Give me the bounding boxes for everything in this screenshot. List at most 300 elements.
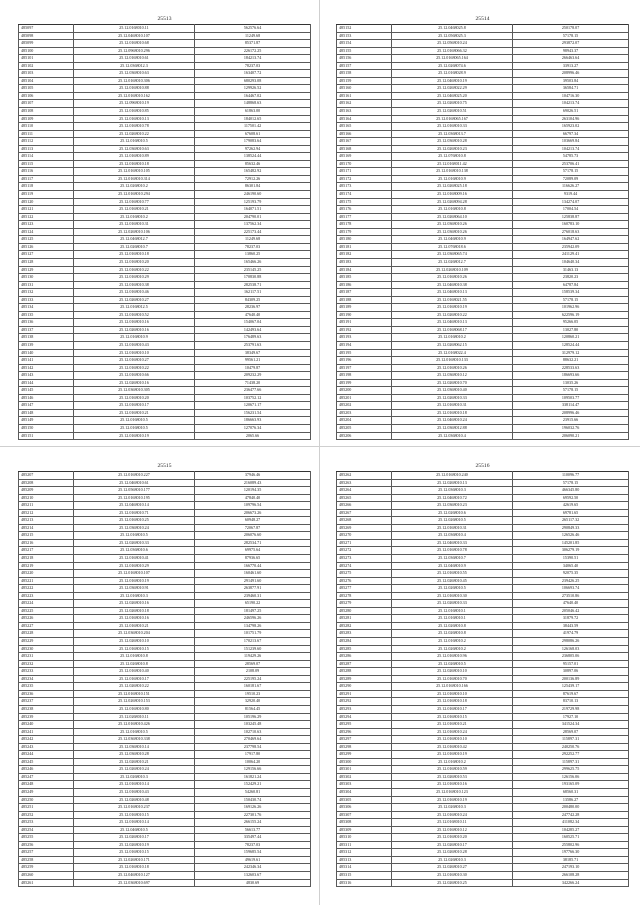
row-id-cell: 485315 [337, 871, 392, 879]
code-cell: 25.12.0168010.16 [391, 781, 512, 789]
value-cell: 196032.76 [513, 424, 629, 432]
code-cell: 25.12.0168010.85 [73, 108, 194, 116]
code-cell: 25.12.0368010.4 [391, 432, 512, 440]
page-title: 25514 [475, 16, 490, 22]
code-cell: 25.12.0168010.11 [391, 819, 512, 827]
code-cell: 25.12.0168010.107 [73, 570, 194, 578]
code-cell: 25.12.0168010.17 [391, 705, 512, 713]
code-cell: 25.12.0168012.5 [73, 304, 194, 312]
table-row [337, 668, 629, 676]
code-cell: 25.12.0268010.16 [73, 326, 194, 334]
row-id-cell: 485123 [19, 221, 74, 229]
table-row [19, 524, 311, 532]
value-cell: 184012.65 [195, 115, 311, 123]
row-id-cell: 485274 [337, 562, 392, 570]
table-row [19, 879, 311, 887]
code-cell: 25.12.0268010.8 [391, 622, 512, 630]
table-row [19, 221, 311, 229]
row-id-cell: 485215 [19, 532, 74, 540]
value-cell: 145201.85 [513, 539, 629, 547]
row-id-cell: 485120 [19, 198, 74, 206]
row-id-cell: 485196 [337, 357, 392, 365]
code-cell: 25.12.0268064.10 [391, 213, 512, 221]
data-table [336, 24, 629, 440]
code-cell: 25.12.0368010.338 [73, 736, 194, 744]
code-cell: 25.12.0968010.296 [73, 47, 194, 55]
value-cell: 181497.25 [195, 607, 311, 615]
code-cell: 25.12.0268010.3 [391, 856, 512, 864]
table-row [337, 841, 629, 849]
value-cell: 225173.44 [195, 228, 311, 236]
code-cell: 25.12.0168010.5 [73, 532, 194, 540]
table-row [19, 183, 311, 191]
value-cell: 265117.32 [513, 517, 629, 525]
code-cell: 25.12.0168010.33 [391, 123, 512, 131]
table-row [19, 92, 311, 100]
page-title: 25516 [475, 463, 490, 469]
code-cell: 25.12.0168022.4 [391, 349, 512, 357]
code-cell: 25.12.0168010.2 [391, 638, 512, 646]
code-cell: 25.12.0168010.2 [391, 758, 512, 766]
value-cell: 338114.47 [513, 402, 629, 410]
code-cell: 25.12.0768018.6 [391, 243, 512, 251]
code-cell: 25.12.0268010.27 [73, 296, 194, 304]
row-id-cell: 485270 [337, 532, 392, 540]
code-cell: 25.12.0168010.61 [73, 55, 194, 63]
value-cell: 148868.63 [195, 100, 311, 108]
value-cell: 78237.03 [195, 841, 311, 849]
value-cell: 125439.17 [513, 683, 629, 691]
row-id-cell: 485166 [337, 130, 392, 138]
value-cell: 125838.87 [513, 213, 629, 221]
value-cell: 57178.15 [513, 32, 629, 40]
row-id-cell: 485272 [337, 547, 392, 555]
value-cell: 102710.63 [195, 728, 311, 736]
row-id-cell: 485289 [337, 675, 392, 683]
code-cell: 25.12.0168010.29 [73, 274, 194, 282]
code-cell: 25.12.0168010.426 [73, 721, 194, 729]
table-row [19, 804, 311, 812]
value-cell: 270469.64 [195, 736, 311, 744]
row-id-cell: 485099 [19, 40, 74, 48]
code-cell: 25.12.0168010.66 [73, 372, 194, 380]
page-title: 25513 [157, 16, 172, 22]
value-cell: 109503.77 [513, 394, 629, 402]
code-cell: 25.12.0268010.10 [73, 638, 194, 646]
code-cell: 25.12.0268010.21 [73, 758, 194, 766]
table-row [19, 160, 311, 168]
code-cell: 25.12.0368010.26 [391, 221, 512, 229]
table-row [19, 562, 311, 570]
table-row [337, 341, 629, 349]
code-cell: 25.12.0168068.17 [391, 326, 512, 334]
value-cell: 103752.12 [195, 394, 311, 402]
table-row [337, 281, 629, 289]
row-id-cell: 485149 [19, 417, 74, 425]
code-cell: 25.12.0168010.19 [73, 577, 194, 585]
table-row [19, 487, 311, 495]
table-row [337, 334, 629, 342]
table-row [337, 690, 629, 698]
value-cell: 200136.89 [513, 675, 629, 683]
table-row [19, 387, 311, 395]
row-id-cell: 485230 [19, 645, 74, 653]
code-cell: 25.12.0168010.26 [391, 274, 512, 282]
value-cell: 17927.10 [513, 713, 629, 721]
code-cell: 25.12.0268010.7 [73, 243, 194, 251]
table-row [19, 62, 311, 70]
value-cell: 104213.74 [513, 100, 629, 108]
code-cell: 25.12.0168010.20 [73, 258, 194, 266]
row-id-cell: 485264 [337, 487, 392, 495]
table-row [19, 319, 311, 327]
code-cell: 25.12.0268010.22 [73, 130, 194, 138]
row-id-cell: 485193 [337, 334, 392, 342]
value-cell: 36584.71 [513, 85, 629, 93]
row-id-cell: 485143 [19, 372, 74, 380]
row-id-cell: 485103 [19, 70, 74, 78]
value-cell: 28569.07 [513, 728, 629, 736]
code-cell: 25.12.0268010.48 [73, 796, 194, 804]
code-cell: 25.12.0168010.52 [73, 311, 194, 319]
row-id-cell: 485220 [19, 570, 74, 578]
code-cell: 25.12.0268010.2 [391, 645, 512, 653]
table-row [337, 638, 629, 646]
code-cell: 25.12.0168010.151 [73, 690, 194, 698]
row-id-cell: 485211 [19, 502, 74, 510]
row-id-cell: 485190 [337, 311, 392, 319]
code-cell: 25.12.0168010.21 [391, 721, 512, 729]
row-id-cell: 485302 [337, 773, 392, 781]
row-id-cell: 485152 [337, 25, 392, 33]
table-row [19, 660, 311, 668]
row-id-cell: 485164 [337, 115, 392, 123]
row-id-cell: 485278 [337, 592, 392, 600]
row-id-cell: 485243 [19, 743, 74, 751]
table-row [337, 221, 629, 229]
code-cell: 25.12.0168010.2 [391, 334, 512, 342]
row-id-cell: 485130 [19, 274, 74, 282]
row-id-cell: 485105 [19, 85, 74, 93]
row-id-cell: 485101 [19, 55, 74, 63]
code-cell: 25.12.0468025.20 [391, 92, 512, 100]
code-cell: 25.12.0268022.29 [391, 85, 512, 93]
table-row [19, 311, 311, 319]
row-id-cell: 485291 [337, 690, 392, 698]
table-row [19, 191, 311, 199]
table-row [19, 251, 311, 259]
table-row [19, 326, 311, 334]
row-id-cell: 485313 [337, 856, 392, 864]
table-row [19, 570, 311, 578]
value-cell: 163407.72 [195, 70, 311, 78]
table-row [19, 334, 311, 342]
value-cell: 151239.60 [195, 645, 311, 653]
code-cell: 25.12.0368010.28 [391, 138, 512, 146]
value-cell: 31463.13 [513, 266, 629, 274]
value-cell: 38349.67 [195, 349, 311, 357]
code-cell: 25.12.0168010.5 [73, 138, 194, 146]
row-id-cell: 485290 [337, 683, 392, 691]
table-row [19, 766, 311, 774]
code-cell: 25.12.0568010.177 [73, 487, 194, 495]
code-cell: 25.12.0168010.29 [73, 562, 194, 570]
code-cell: 25.12.0468010.9 [391, 562, 512, 570]
code-cell: 25.12.0268010.33 [391, 600, 512, 608]
table-row [337, 153, 629, 161]
value-cell: 99561.21 [195, 357, 311, 365]
value-cell: 125193.79 [195, 198, 311, 206]
table-row [19, 40, 311, 48]
code-cell: 25.12.0268010.109 [391, 266, 512, 274]
table-row [19, 409, 311, 417]
row-id-cell: 485177 [337, 213, 392, 221]
code-cell: 25.12.0268010.153 [73, 698, 194, 706]
table-row [337, 387, 629, 395]
row-id-cell: 485282 [337, 622, 392, 630]
row-id-cell: 485106 [19, 92, 74, 100]
value-cell: 235942.09 [513, 243, 629, 251]
code-cell: 25.12.0168010.166 [391, 683, 512, 691]
row-id-cell: 485137 [19, 326, 74, 334]
row-id-cell: 485116 [19, 168, 74, 176]
code-cell: 25.12.0268010.10 [391, 668, 512, 676]
value-cell: 246596.26 [195, 615, 311, 623]
code-cell: 25.12.0368010.697 [73, 879, 194, 887]
row-id-cell: 485146 [19, 394, 74, 402]
row-id-cell: 485114 [19, 153, 74, 161]
row-id-cell: 485256 [19, 841, 74, 849]
data-table [336, 471, 629, 887]
table-row [337, 62, 629, 70]
value-cell: 164467.02 [195, 92, 311, 100]
value-cell: 49619.61 [195, 856, 311, 864]
table-row [19, 819, 311, 827]
code-cell: 25.12.0268010.33 [73, 539, 194, 547]
row-id-cell: 485102 [19, 62, 74, 70]
row-id-cell: 485199 [337, 379, 392, 387]
code-cell: 25.12.0268010.24 [73, 766, 194, 774]
row-id-cell: 485119 [19, 191, 74, 199]
value-cell: 30897.06 [513, 668, 629, 676]
value-cell: 680293.08 [195, 77, 311, 85]
row-id-cell: 485221 [19, 577, 74, 585]
table-row [337, 645, 629, 653]
table-row [337, 357, 629, 365]
code-cell: 25.12.0168010.18 [391, 698, 512, 706]
page-25513 [18, 15, 311, 440]
table-row [337, 683, 629, 691]
value-cell: 4830.69 [195, 879, 311, 887]
table-row [337, 138, 629, 146]
code-cell: 25.12.0268010.2 [73, 183, 194, 191]
row-id-cell: 485136 [19, 319, 74, 327]
value-cell: 23820.23 [513, 274, 629, 282]
table-row [337, 402, 629, 410]
row-id-cell: 485283 [337, 630, 392, 638]
value-cell: 17004.54 [513, 206, 629, 214]
row-id-cell: 485293 [337, 705, 392, 713]
row-id-cell: 485258 [19, 856, 74, 864]
table-row [19, 243, 311, 251]
code-cell: 25.12.0168010.195 [73, 494, 194, 502]
code-cell: 25.12.0268094.28 [391, 198, 512, 206]
row-id-cell: 485158 [337, 70, 392, 78]
row-id-cell: 485155 [337, 47, 392, 55]
code-cell: 25.12.0168010.18 [391, 409, 512, 417]
value-cell: 186693.66 [513, 372, 629, 380]
value-cell: 28236.97 [195, 304, 311, 312]
code-cell: 25.12.0168010.240 [391, 472, 512, 480]
value-cell: 129156.66 [195, 766, 311, 774]
row-id-cell: 485245 [19, 758, 74, 766]
value-cell: 170830.88 [195, 274, 311, 282]
value-cell: 165923.02 [513, 123, 629, 131]
row-id-cell: 485138 [19, 334, 74, 342]
row-id-cell: 485249 [19, 788, 74, 796]
value-cell: 97262.94 [195, 145, 311, 153]
table-row [337, 766, 629, 774]
row-id-cell: 485271 [337, 539, 392, 547]
code-cell: 25.12.0368010.63 [73, 145, 194, 153]
row-id-cell: 485219 [19, 562, 74, 570]
row-id-cell: 485254 [19, 826, 74, 834]
row-id-cell: 485139 [19, 341, 74, 349]
code-cell: 25.12.0168010.18 [73, 160, 194, 168]
code-cell: 25.12.0468010.13 [391, 319, 512, 327]
code-cell: 25.12.0468010.19 [391, 77, 512, 85]
row-id-cell: 485135 [19, 311, 74, 319]
value-cell: 237798.54 [195, 743, 311, 751]
value-cell: 208996.46 [513, 70, 629, 78]
table-row [19, 394, 311, 402]
table-row [337, 175, 629, 183]
table-row [337, 77, 629, 85]
value-cell: 126156.06 [513, 773, 629, 781]
code-cell: 25.12.0268010.25 [391, 879, 512, 887]
row-id-cell: 485213 [19, 517, 74, 525]
table-row [337, 479, 629, 487]
table-row [19, 517, 311, 525]
table-row [337, 424, 629, 432]
table-row [19, 638, 311, 646]
table-row [337, 585, 629, 593]
value-cell: 160525.71 [513, 834, 629, 842]
code-cell: 25.12.0168010.133 [391, 357, 512, 365]
code-cell: 25.12.0168010.55 [391, 570, 512, 578]
code-cell: 25.12.0268074.6 [391, 62, 512, 70]
row-id-cell: 485306 [337, 804, 392, 812]
code-cell: 25.12.0168010.43 [73, 788, 194, 796]
page-title: 25515 [157, 463, 172, 469]
code-cell: 25.12.0168065.164 [391, 55, 512, 63]
table-row [19, 826, 311, 834]
table-row [19, 811, 311, 819]
code-cell: 25.12.0268010.11 [73, 713, 194, 721]
value-cell: 227301.76 [195, 811, 311, 819]
value-cell: 159685.54 [195, 849, 311, 857]
value-cell: 101962.96 [513, 304, 629, 312]
code-cell: 25.12.0768010.8 [391, 153, 512, 161]
row-id-cell: 485308 [337, 819, 392, 827]
code-cell: 25.12.0268010.171 [73, 856, 194, 864]
code-cell: 25.12.0368010.4 [391, 532, 512, 540]
table-row [337, 653, 629, 661]
code-cell: 25.12.0368013.7 [391, 130, 512, 138]
row-id-cell: 485312 [337, 849, 392, 857]
code-cell: 25.12.0268010.53 [391, 773, 512, 781]
row-id-cell: 485298 [337, 743, 392, 751]
value-cell: 176489.63 [195, 334, 311, 342]
value-cell: 219729.98 [513, 705, 629, 713]
row-id-cell: 485295 [337, 721, 392, 729]
row-id-cell: 485257 [19, 849, 74, 857]
table-row [337, 788, 629, 796]
code-cell: 25.12.0268010.51 [391, 108, 512, 116]
row-id-cell: 485184 [337, 266, 392, 274]
row-id-cell: 485292 [337, 698, 392, 706]
code-cell: 25.12.0168010.88 [73, 85, 194, 93]
code-cell: 25.12.0268010.5 [391, 585, 512, 593]
value-cell: 105196.29 [195, 713, 311, 721]
table-row [19, 236, 311, 244]
row-id-cell: 485118 [19, 183, 74, 191]
row-id-cell: 485275 [337, 570, 392, 578]
value-cell: 34065.40 [513, 562, 629, 570]
value-cell: 37946.46 [195, 472, 311, 480]
row-id-cell: 485104 [19, 77, 74, 85]
value-cell: 342266.24 [513, 879, 629, 887]
code-cell: 25.12.0268010.45 [391, 577, 512, 585]
code-cell: 25.12.0568010.24 [391, 40, 512, 48]
row-id-cell: 485204 [337, 417, 392, 425]
value-cell: 216089.43 [195, 479, 311, 487]
value-cell: 72067.87 [195, 524, 311, 532]
code-cell: 25.12.0168010.70 [391, 675, 512, 683]
value-cell: 87936.65 [195, 555, 311, 563]
code-cell: 25.12.0368010.204 [73, 630, 194, 638]
table-row [337, 736, 629, 744]
row-id-cell: 485111 [19, 130, 74, 138]
row-id-cell: 485237 [19, 698, 74, 706]
code-cell: 25.12.0268025.18 [391, 183, 512, 191]
code-cell: 25.12.0168010.21 [73, 622, 194, 630]
row-id-cell: 485200 [337, 387, 392, 395]
value-cell: 15390.51 [513, 555, 629, 563]
table-row [337, 258, 629, 266]
value-cell: 10064.20 [195, 758, 311, 766]
code-cell: 25.12.0268010.16 [73, 379, 194, 387]
value-cell: 19510.23 [195, 690, 311, 698]
value-cell: 60948.27 [195, 517, 311, 525]
table-row [19, 509, 311, 517]
code-cell: 25.12.0368065.74 [391, 251, 512, 259]
table-row [337, 274, 629, 282]
table-row [19, 668, 311, 676]
value-cell: 209232.29 [195, 372, 311, 380]
table-row [337, 130, 629, 138]
code-cell: 25.12.0368010.28 [73, 751, 194, 759]
row-id-cell: 485261 [19, 879, 74, 887]
table-row [337, 562, 629, 570]
value-cell: 86301.84 [195, 183, 311, 191]
code-cell: 25.12.0268010.28 [391, 849, 512, 857]
value-cell: 306279.19 [513, 547, 629, 555]
code-cell: 25.12.0368010.305 [73, 387, 194, 395]
row-id-cell: 485246 [19, 766, 74, 774]
row-id-cell: 485161 [337, 92, 392, 100]
table-row [337, 539, 629, 547]
